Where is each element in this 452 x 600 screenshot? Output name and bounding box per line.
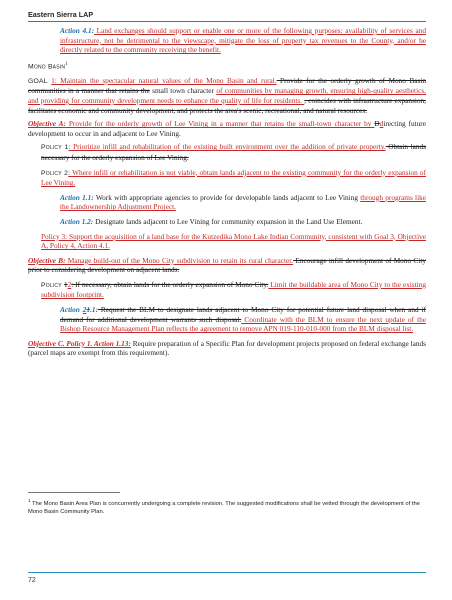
deleted-text: : If necessary, obtain lands for the orderly expansion of Mono City.: [71, 279, 269, 289]
objective-a-paragraph: [28, 119, 426, 138]
inserted-text: 1: Maintain the spectacular natural values of the Mono Basin and rural.: [51, 75, 277, 85]
unchanged-text: Designate lands adjacent to Lee Vining for community expansion in the Land Use Element.: [93, 216, 363, 226]
footer-divider: [28, 572, 426, 573]
objective-label: Objective A:: [28, 119, 66, 129]
action-1-2-paragraph: [60, 217, 426, 227]
deleted-text: Provide for the orderly growth of Mono Basin communities in a manner that retains the: [28, 75, 426, 96]
action-4-1-paragraph: [60, 26, 426, 55]
inserted-text: of communities by managing growth, ensuring high-quality aesthetics, and providing for community development needs to enhance the quality of life for residents.: [28, 86, 426, 105]
inserted-text: Limit the buildable area of Mono City to the existing subdivision footprint.: [41, 279, 426, 300]
action-1-1-paragraph: [60, 193, 426, 212]
deleted-text: Obtain lands necessary for the orderly expansion of Lee Vining.: [41, 142, 426, 162]
page-number: 72: [28, 577, 36, 584]
document-body: [28, 26, 426, 358]
unchanged-text: small town character: [149, 86, 217, 96]
objective-colon: :: [128, 338, 131, 348]
action-label: Action 1.1:: [60, 192, 94, 202]
deleted-text: 3: [124, 338, 129, 348]
footnote: [28, 497, 426, 517]
inserted-text: 2: [67, 279, 72, 289]
policy-label: Policy 1: [41, 144, 69, 152]
inserted-text: : Prioritize infill and rehabilitation of the existing built environment over the addition of private property.: [68, 142, 386, 152]
inserted-text: Coordinate with the BLM to ensure the next update of the Bishop Resource Management Plan reflects the agreement to remove APN 019-110-010-000 from the BLM disposal list.: [60, 314, 426, 334]
footnote-number: 1: [28, 498, 31, 503]
policy-label: Policy 2: [41, 169, 69, 177]
action-label: Action 4.1:: [60, 26, 95, 35]
page-header: Eastern Sierra LAP: [28, 10, 94, 19]
inserted-text: 2: [82, 305, 87, 315]
header-divider: [28, 21, 426, 22]
inserted-text: d: [379, 119, 384, 129]
action-2-1-paragraph: [60, 305, 426, 334]
action-label: Action: [60, 305, 83, 315]
policy-mono-city-paragraph: [41, 280, 426, 300]
inserted-text: : Where infill or rehabilitation is not viable, obtain lands adjacent to the existing community for the orderly expansion of Lee Vining.: [41, 167, 426, 188]
deleted-text: Encourage infill development of Mono City prior to considering development on adjacent lands.: [28, 255, 426, 275]
objective-label: Objective B:: [28, 255, 66, 265]
footnote-text: The Mono Basin Area Plan is concurrently undergoing a complete revision. The suggested modifications shall be vetted through the development of the Mono Basin Community Plan.: [28, 500, 420, 516]
footnote-reference: 1: [65, 61, 68, 67]
policy-1-paragraph: [41, 142, 426, 162]
inserted-text: Policy 3: Support the acquisition of a land base for the Kutzedika Mono Lake Indian Community, consistent with Goal 3, Objective A, Policy 4, Action 4.1.: [41, 231, 426, 251]
unchanged-text: Work with appropriate agencies to provide for developable lands adjacent to Lee Vining: [93, 192, 361, 202]
policy-2-paragraph: [41, 168, 426, 188]
deleted-text: Request the BLM to designate lands adjacent to Mono City for potential future land disposal when and if demand for additional development warrants such disposal.: [60, 305, 426, 324]
goal-paragraph: [28, 76, 426, 115]
deleted-text: D: [374, 119, 380, 129]
inserted-text: Land exchanges should support or enable one or more of the following purposes: availability of services and infrastructure, not be detrimental to the viewscape, mitigate the loss of property tax revenues to the County, and/or be directly related to the community receiving the benefit.: [60, 26, 427, 55]
deleted-text: 1: [63, 279, 68, 289]
inserted-text: Provide for the orderly growth of Lee Vining in a manner that retains the small-town character by: [65, 119, 375, 129]
unchanged-text: irecting future development to occur in and adjacent to Lee Vining.: [28, 119, 426, 138]
inserted-text: Manage build-out of the Mono City subdivision to retain its rural character.: [65, 255, 294, 265]
deleted-text: , coincides with infrastructure expansion, facilitates economic and community development, and protects the area's scenic, recreational, and natural resources.: [28, 95, 426, 115]
policy-label: Policy: [41, 281, 64, 289]
section-heading: [28, 60, 426, 72]
inserted-text: . Policy 1. Action 1.1: [62, 338, 125, 348]
footnote-divider: [28, 492, 120, 493]
objective-c-paragraph: [28, 339, 426, 358]
action-label: Action 1.2:: [60, 216, 94, 226]
unchanged-text: Require preparation of a Specific Plan for development projects proposed on federal exchange lands (parcel maps are exempt from this requirement).: [28, 338, 426, 358]
objective-label: Objective C: [28, 338, 63, 348]
section-title: Mono Basin: [28, 63, 66, 71]
action-label: .1:: [90, 305, 98, 315]
policy-3-paragraph: [41, 232, 426, 251]
goal-label: GOAL: [28, 77, 52, 85]
inserted-text: through programs like the Landownership Adjustment Project.: [60, 192, 426, 212]
objective-b-paragraph: [28, 256, 426, 275]
deleted-text: 1: [86, 305, 91, 315]
